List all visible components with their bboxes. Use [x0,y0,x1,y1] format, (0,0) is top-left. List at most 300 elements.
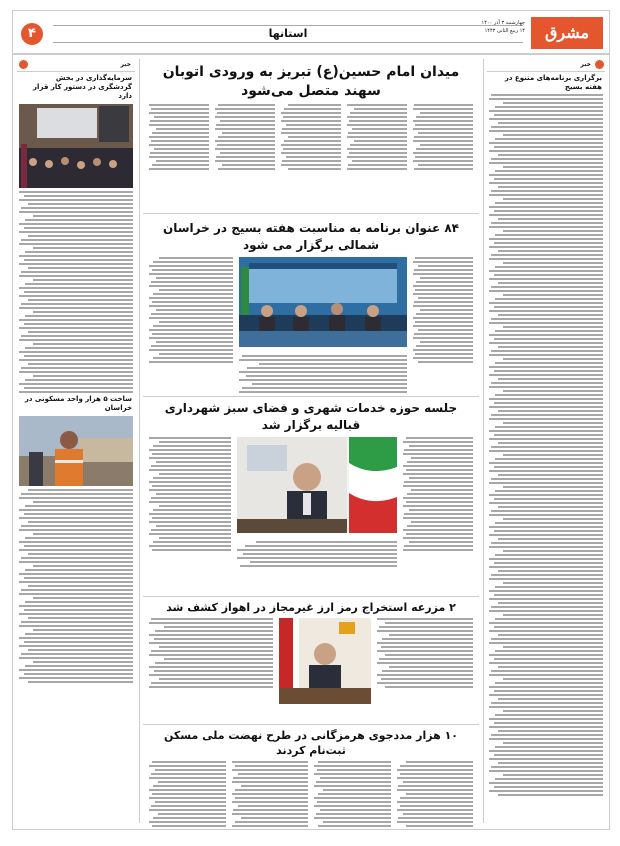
article-5 [143,728,479,846]
text-line [420,144,473,146]
text-line [403,781,473,783]
text-line [491,414,603,416]
text-line [19,509,133,511]
text-line [495,554,603,556]
text-line [33,375,133,377]
text-line [164,626,273,628]
conference-photo [19,104,133,188]
text-line [503,518,603,520]
text-line [154,670,273,672]
text-line [149,329,233,331]
text-line [489,694,603,696]
arrow-marker-icon [19,60,28,69]
text-line [25,505,133,507]
text-line [494,530,603,532]
text-line [494,626,603,628]
text-line [19,549,133,551]
text-line [404,545,473,547]
text-line [149,337,233,339]
text-line [414,269,473,271]
text-line [489,398,603,400]
text-line [489,162,603,164]
text-line [28,299,133,301]
text-line [489,610,603,612]
text-line [389,666,473,668]
article-1-body [149,104,473,172]
text-line [498,314,603,316]
article-4-body [149,618,473,708]
text-line [503,134,603,136]
text-line [409,541,473,543]
text-line [232,781,309,783]
text-line [152,825,225,827]
text-line [281,120,341,122]
text-line [397,769,474,771]
text-line [216,124,275,126]
text-line [397,821,474,823]
text-line [19,319,133,321]
text-line [151,618,273,620]
text-line [149,777,226,779]
text-line [33,343,133,345]
text-line [156,525,231,527]
text-line [19,677,133,679]
text-line [503,582,603,584]
text-line [318,825,391,827]
text-line [19,529,133,531]
text-line [149,489,231,491]
text-line [347,116,407,118]
text-line [494,370,603,372]
text-line [28,331,133,333]
text-line [153,785,226,787]
text-line [491,254,603,256]
text-line [498,730,603,732]
text-line [149,437,231,439]
text-line [152,517,231,519]
text-line [19,275,133,277]
text-line [489,386,603,388]
text-line [215,160,275,162]
text-line [489,182,603,184]
text-line [232,801,309,803]
article-4 [143,600,479,725]
text-line [239,359,407,361]
text-line [491,94,603,96]
text-line [494,306,603,308]
text-line [21,621,133,623]
text-line [494,338,603,340]
text-line [489,642,603,644]
text-line [498,666,603,668]
text-line [19,561,133,563]
text-line [503,614,603,616]
text-line [24,609,133,611]
text-line [495,202,603,204]
text-line [420,309,473,311]
text-line [489,246,603,248]
text-line [24,545,133,547]
text-line [377,650,473,652]
text-line [24,355,133,357]
text-line [153,325,233,327]
text-line [489,598,603,600]
text-line [489,214,603,216]
text-line [503,422,603,424]
text-line [28,553,133,555]
text-line [498,698,603,700]
text-line [149,545,231,547]
main-column [143,59,479,823]
text-line [403,549,473,551]
text-line [215,108,275,110]
text-line [19,657,133,659]
text-line [498,186,603,188]
text-line [418,329,473,331]
text-line [414,104,473,106]
text-line [28,681,133,683]
text-line [503,742,603,744]
text-line [159,505,231,507]
text-line [216,156,275,158]
right-story1-body [489,94,603,796]
article-2-title: ۸۴ عنوان برنامه به مناسبت هفته بسیج در خراسان شمالی برگزار می شود [163,221,459,252]
text-line [416,148,473,150]
text-line [155,662,273,664]
text-line [19,593,133,595]
text-line [491,670,603,672]
date-line-1: چهارشنبه ۳ آذر ۱۴۰۰ [481,20,525,26]
text-line [495,170,603,172]
text-line [19,581,133,583]
text-line [495,522,603,524]
text-line [491,574,603,576]
text-line [420,112,473,114]
text-line [411,521,473,523]
text-line [489,418,603,420]
text-line [494,562,603,564]
text-line [314,773,391,775]
text-line [150,120,209,122]
text-line [233,777,308,779]
text-line [397,809,474,811]
text-line [149,809,226,811]
text-line [238,805,308,807]
text-line [404,449,473,451]
text-line [215,128,275,130]
text-line [413,120,473,122]
text-line [164,658,273,660]
text-line [159,473,231,475]
text-line [314,785,391,787]
text-line [406,793,473,795]
text-line [21,207,133,209]
text-line [215,148,275,150]
text-line [33,247,133,249]
text-line [489,438,603,440]
text-line [489,334,603,336]
arrow-marker-icon [595,60,604,69]
text-line [282,160,341,162]
text-line [406,501,473,503]
text-line [281,132,341,134]
text-line [489,98,603,100]
text-line [19,497,133,499]
text-line [409,477,473,479]
text-line [149,273,233,275]
text-line [155,769,225,771]
text-line [503,326,603,328]
text-line [149,449,231,451]
conference-photo-image [19,104,133,188]
text-line [21,239,133,241]
text-line [281,164,341,166]
left-column-header [17,59,135,72]
text-line [415,353,473,355]
text-line [151,682,273,684]
text-line [25,251,133,253]
text-line [19,605,133,607]
text-line [494,274,603,276]
text-line [489,494,603,496]
text-line [149,317,233,319]
text-line [413,152,473,154]
text-line [352,160,407,162]
text-line [494,690,603,692]
text-line [347,104,407,106]
text-line [418,132,473,134]
text-line [495,714,603,716]
text-line [503,198,603,200]
text-line [389,634,473,636]
press-conference-photo [239,257,407,347]
text-line [156,277,233,279]
text-line [282,128,341,130]
text-line [156,309,233,311]
text-line [242,387,407,389]
text-line [377,618,473,620]
text-line [413,317,473,319]
text-line [413,160,473,162]
right-story1-title: برگزاری برنامه‌های متنوع در هفته بسیج [504,74,602,91]
text-line [489,110,603,112]
text-line [350,144,407,146]
text-line [156,493,231,495]
text-line [19,243,133,245]
section-title: استانها [53,25,523,43]
text-line [416,116,473,118]
text-line [149,168,209,170]
text-line [489,558,603,560]
date-line-2: ۱۴ ربیع الثانی ۱۴۴۳ [484,28,525,34]
text-line [149,666,273,668]
text-line [494,114,603,116]
text-line [314,765,391,767]
text-line [498,122,603,124]
text-line [413,108,473,110]
newspaper-logo: مشرق [531,17,603,49]
text-line [149,533,231,535]
text-line [489,502,603,504]
text-line [491,318,603,320]
text-line [495,106,603,108]
text-line [489,450,603,452]
text-line [491,382,603,384]
text-line [400,765,473,767]
text-line [489,206,603,208]
text-line [19,255,133,257]
text-line [498,282,603,284]
text-line [159,321,233,323]
text-line [28,203,133,205]
text-line [19,231,133,233]
text-line [489,750,603,752]
text-line [153,261,233,263]
text-line [149,513,231,515]
text-line [498,794,603,796]
text-line [489,726,603,728]
text-line [149,124,209,126]
text-line [316,813,391,815]
text-line [149,361,233,363]
text-line [281,144,341,146]
text-line [413,293,473,295]
text-line [494,242,603,244]
text-line [149,481,231,483]
text-line [489,406,603,408]
text-line [489,130,603,132]
text-line [489,150,603,152]
text-line [19,287,133,289]
text-line [404,513,473,515]
text-line [503,774,603,776]
text-line [21,589,133,591]
text-line [406,761,473,763]
text-line [495,394,603,396]
text-line [489,290,603,292]
text-line [385,622,473,624]
left-story1-body [19,191,133,393]
text-line [151,497,231,499]
text-line [24,259,133,261]
text-line [382,670,473,672]
text-line [152,164,209,166]
text-line [489,622,603,624]
text-line [498,378,603,380]
text-line [233,809,308,811]
text-line [379,658,473,660]
text-line [25,283,133,285]
text-line [498,218,603,220]
text-line [403,517,473,519]
text-line [495,298,603,300]
article-3-title: جلسه حوزه خدمات شهری و فضای سبز شهرداری قبالیه برگزار شد [164,401,458,432]
text-line [318,761,391,763]
text-line [489,142,603,144]
text-line [498,250,603,252]
text-line [317,801,390,803]
text-line [489,118,603,120]
text-line [19,307,133,309]
text-line [347,168,407,170]
text-line [149,797,226,799]
text-line [494,466,603,468]
left-story2-body [19,489,133,683]
text-line [25,379,133,381]
text-line [159,441,231,443]
text-line [243,553,397,555]
text-line [503,262,603,264]
text-line [149,642,273,644]
text-line [489,366,603,368]
text-line [241,817,308,819]
left-column-label: خبر [120,61,131,68]
text-line [382,638,473,640]
text-line [494,146,603,148]
text-line [491,766,603,768]
text-line [25,219,133,221]
text-line [239,391,407,393]
text-line [19,351,133,353]
text-line [494,722,603,724]
text-line [489,526,603,528]
article-5-body [149,761,473,829]
text-line [491,350,603,352]
text-line [19,339,133,341]
text-line [314,797,391,799]
text-line [239,371,407,373]
text-line [498,154,603,156]
text-line [28,489,133,491]
text-line [400,805,473,807]
text-line [25,601,133,603]
text-line [158,813,225,815]
text-line [218,168,275,170]
text-line [24,227,133,229]
text-line [215,140,275,142]
text-line [240,565,397,567]
text-line [489,686,603,688]
text-line [152,132,209,134]
text-line [503,358,603,360]
text-line [149,501,231,503]
text-line [416,313,473,315]
text-line [347,136,407,138]
text-line [385,686,473,688]
text-line [149,104,209,106]
text-line [21,367,133,369]
text-line [491,126,603,128]
text-line [491,158,603,160]
text-line [149,521,231,523]
text-line [149,674,273,676]
text-line [409,509,473,511]
text-line [33,533,133,535]
text-line [498,410,603,412]
text-line [152,269,233,271]
text-line [151,313,233,315]
text-line [413,337,473,339]
text-line [489,302,603,304]
text-line [149,136,209,138]
text-line [403,537,473,539]
text-line [28,363,133,365]
right-column [487,59,605,823]
text-line [153,445,231,447]
text-line [354,140,407,142]
text-line [407,493,474,495]
text-line [403,505,473,507]
